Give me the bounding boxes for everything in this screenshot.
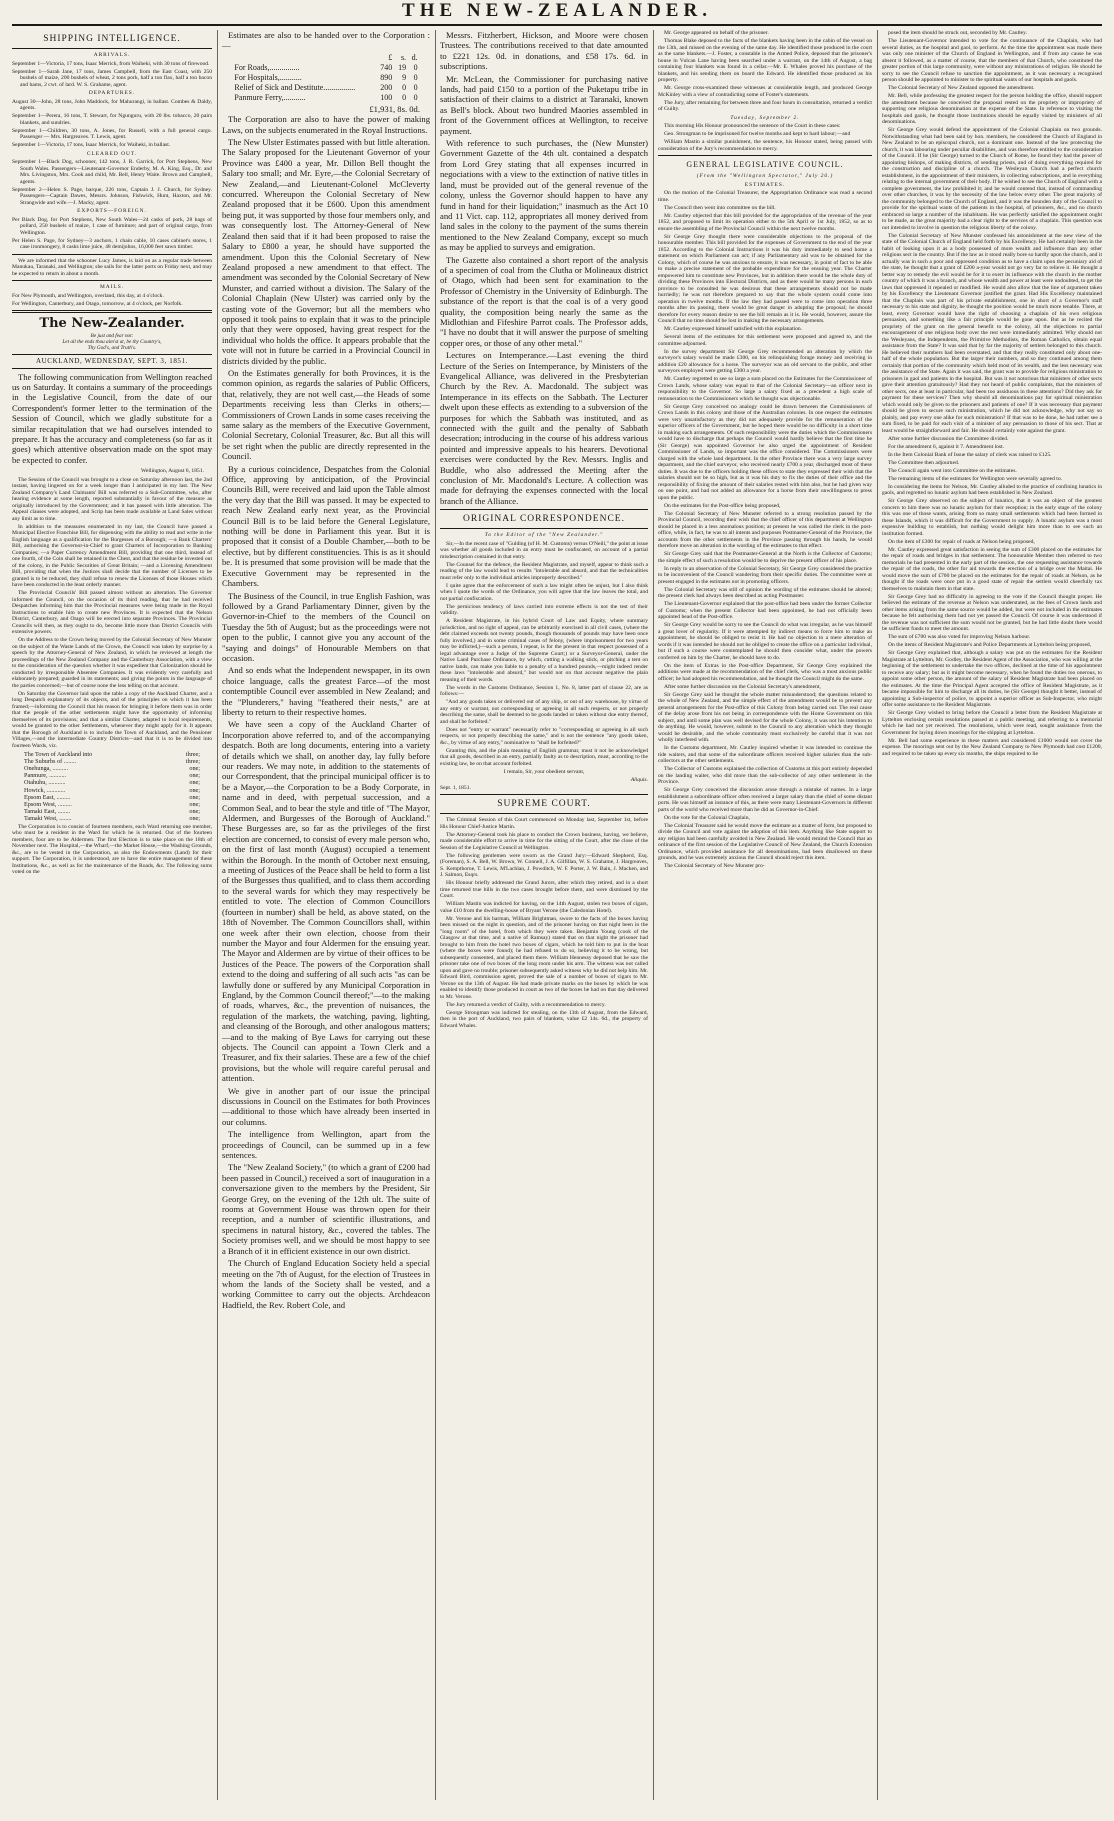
paragraph: We have seen a copy of the Auckland Charter of Incorporation above referred to, and of the accompanying despatch. Both are long documents, entering into a variety of details which we shall, on another day, lay fully before our readers. We may note, in addition to the statements of our Correspondent, that the principal municipal officer is to be a Mayor,—the Corporation to be a Body Corporate, in name and in deed, with perpetual succession, and a Common Seal, and to bear the style and title of "The Mayor, Aldermen, and Burgesses of the Borough of Auckland." These Burgesses are, so far as the privileges of the first election are concerned, to consist of every male person who, on the first of last month (August) occupied a tenement within the Borough. In the month of October next ensuing, a meeting of Justices of the Peace shall be held to form a list of the Burgesses thus qualified, and to class them according to the several wards for which they may respectively be entitled to vote. The election of Common Councillors (fourteen in number) shall be held, as above stated, on the 18th of November. The Common Councillors shall, within one week after their own election, choose from their number the Mayor and four Aldermen for the ensuing year. The Mayor and Aldermen are by virtue of their offices to be Justices of the Peace. The powers of the Corporation shall extend to the doing and suffering of all such acts "as can be lawfully done or suffered by any Municipal Corporation in England, by the Common Council thereof;"—to the making of roads, wharves, &c., the prevention of nuisances, the regulation of the markets, the watching, paving, lighting, and cleansing of the Borough, and other analogous matters;—and to the making of Bye Laws for carrying out these objects. The Council can appoint a Town Clerk and a Treasurer, and fix their salaries. These are a few of the chief provisions, but the whole will require careful perusal and attention. — [222, 719, 430, 1084]
estimate-pence: 0 — [413, 72, 418, 82]
council-paragraph: The Colonial Treasurer said he would move the estimate as a matter of form, but proposed to divide the Council and vote against the adoption of this item. Anything like State support to any religion had been carefully avoided in New Zealand. He would remind the Council that an ordinance of the first session of the Legislative Council of New Zealand, the Church Extension Ordinance, which provided assistance for all denominations, had been disallowed on these grounds, and he was extremely anxious the Council should reject this item. — [658, 822, 872, 861]
letter-paragraph: On the Address to the Crown being moved by the Colonial Secretary of New Munster on the subject of the Waste Lands of the Crown, the Council was taken by surprise by a speech by the Attorney-General of New Zealand, in which he reviewed at length the proceedings of the New Zealand Company and the Canterbury Association, with a view to the consideration of the question whether it was expedient that Colonization should be conducted by irresponsible Absentee Companies. It was evidently very carefully and elaborately prepared; guarded in its statements; and giving the points in the language of the parties concerned;—but of course none the less telling on that account. — [12, 637, 212, 689]
ward-row — [22, 758, 202, 765]
correspondence-paragraph: Granting this, and the plain meaning of English grammar, must it not be acknowledged that all goods, described in an entry, partially faulty as to description, must, according to the existing law, be on that account forfeited. — [440, 747, 648, 767]
council-paragraph: Mr. Bell had some experience in these matters and considered £1000 would not cover the expense. The moorings sent out by the New Zealand Company to New Plymouth had cost £1200, and required to be taken up every six months, the ships required to lie — [882, 737, 1102, 757]
paragraph: And so ends what the Independent newspaper, in its own choice language, calls the greatest Farce—of the most contemptible Council ever assembled in New Zealand; and the "Plunderers," having "feathered their nests," are at liberty to return to their respective homes. — [222, 665, 430, 717]
column-4 — [658, 30, 872, 1800]
motto-line: Be just and fear not: — [90, 333, 134, 339]
letter-paragraph: The Provincial Councils' Bill passed almost without an alteration. The Governor informed the Council, on the occasion of its third reading, that he had received Despatches informing him that the Provincial measures were being made in the Royal Instructions to enable him to create new Provinces. It is expected that the Nelson District, Canterbury, and Otago will be erected into separate Provinces. The Provincial Councils will then, as they ought to do, become little more than District Councils with extensive powers. — [12, 590, 212, 636]
court-paragraph: Mr. George cross-examined these witnesses at considerable length, and produced George McKinley with a view of contradicting some of Foster's statements. — [658, 85, 872, 98]
court-paragraph: The following gentlemen were sworn as the Grand Jury:—Edward Shepherd, Esq. (Foreman), S. A. Bell, W. Brown, W. Connell, J. A. Gilfillan, W. S. Grahame, J. Hargreaves, S. Kempthorne, T. Lewis, M'Lachlan, J. Powditch, W. F. Porter, J. W. Bain, J. Macken, and J. Salmon, Esqrs. — [440, 852, 648, 879]
letter-closing: I remain, Sir, your obedient servant, — [503, 768, 585, 775]
court-paragraph: Mr. George appeared on behalf of the prisoner. — [664, 30, 769, 36]
correspondence-paragraph: The pernicious tendency of laws carried into extreme effects is not the test of their validity. — [440, 603, 648, 617]
estimate-pence: 0 — [413, 92, 418, 102]
estimate-row — [232, 63, 419, 73]
council-paragraph: Mr. Cautley expressed great satisfaction in seeing the sum of £300 placed on the estimates for the repair of roads and bridges in that settlement. The honourable Member then referred to two memorials he had presented in the early part of the session, the one requesting assistance towards the repair of the roads, the other for aid towards the erection of a bridge over the Maitai. He would move the sum of £700 be placed on the estimates for the repair of roads at Nelson, as he thought if the roads were once put in a good state of repair the settlers would cheerfully tax themselves to maintain them in that state. — [882, 546, 1102, 592]
court-paragraph: The Criminal Session of this Court commenced on Monday last, September 1st, before His Honour Chief-Justice Martin. — [440, 817, 648, 830]
estimate-item: For Roads,............... — [234, 62, 300, 72]
estimate-pence: 0 — [413, 62, 418, 72]
to-editor-line: To the Editor of the "New Zealander." — [484, 532, 604, 539]
estimate-pence: 0 — [413, 82, 418, 92]
council-paragraph: Sir George Grey had no difficulty in agreeing to the vote if the Council thought proper. He believed the estimate of the revenue at Nelson was understated, as the fees of Crown lands and other items arising from the same source would be added, but were not included in the estimates because he felt authorising them had not yet passed the Council. Of course it was understood if the revenue was not sufficient the sum would not be granted, but he had little doubt there would be sufficient funds to meet the amount. — [882, 593, 1102, 632]
paragraph: By a curious coincidence, Despatches from the Colonial Office, approving by anticipation, of the Provincial Councils Bill, were received and laid upon the Table almost the very day that the Bill was passed. It may be expected to reach New Zealand early next year, as the Provincial Council Bill is to be laid before the General Legislature, nothing will be done in Parliament this year. But it is proposed that it consist of a Double Chamber,—both to be elective, but by different constituencies. This is as it should be. It is presumed that some provision will be made that the Executive Government may be represented in the Chambers. — [222, 463, 430, 589]
ward-row — [22, 808, 202, 815]
exports-label: EXPORTS—FOREIGN. — [77, 208, 147, 214]
council-paragraph: The Lieutenant-Governor intended to vote for the continuance of the Chaplain, who had several duties, as the hospital and gaol, to perform. At the time the appointment was made there was only one minister of the Church of England in Wellington, and if from any cause he was absent it followed, as a matter of course, that the members of that Church, who constituted the greater portion of this large community, were without any ministrations of religion. He should be sorry to see the Council refuse to sanction the appointment, as it was necessary a recognised person should be appointed to minister to the spiritual wants of our hospitals and gaols. — [882, 38, 1102, 83]
cleared-entry: September 2—Helen S. Page, barque, 226 tons, Captain J. J. Church, for Sydney. Passengers—Captain Dawes, Messrs. Johnson, Fishwick, Hunt, Haxton, and Mr. Strangwide and wife.—J. Macky, agent. — [12, 186, 212, 206]
pence-header: d. — [411, 52, 418, 62]
council-paragraph: In the survey department Sir George Grey recommended an alteration by which the surveyor's salary would be made £300, on his relinquishing forage money and receiving in addition £20 allowance for a horse. The surveyor was an old servant to the public, and other surveyors employed were getting £300 a year. — [658, 348, 872, 374]
estimate-item: For Hospitals,........... — [234, 72, 302, 82]
column-1 — [12, 30, 212, 1800]
council-paragraph: The Colonial Secretary was still of opinion the wording of the estimates should be altered; the present clerk had always been described as acting Postmaster. — [658, 586, 872, 599]
letter-signature: Aliquis. — [630, 776, 648, 783]
council-paragraph: The sum of £700 was also voted for improving Nelson harbour. — [888, 634, 1031, 640]
shillings-header: s. — [400, 52, 407, 62]
estimate-shillings: 19 — [398, 62, 407, 72]
motto-line: Thy God's, and Truth's. — [87, 345, 137, 351]
council-paragraph: Sir George Grey wished to bring before the Council a letter from the Resident Magistrate at Lyttelton enclosing certain resolutions passed at a public meeting, and referring to a memorial which he had not yet received. The resolutions, which were read, sought assistance from the Government for laying down moorings for the shipping at Lyttelton. — [882, 710, 1102, 736]
ward-name: The Suburbs of ........ — [24, 757, 77, 765]
council-paragraph: Sir George Grey thought there were considerable objections to the proposal of the honourable member. This bill provided for the expenses of Government to the end of the year 1852. According to the Colonial Instructions it was his duty immediately to send home a statement on which Parliament can act; if any Parliamentary aid was to be obtained for the Colony, which of course he was anxious to ensure, it was necessary, in point of fact to be able to make a precise statement of the probable expenditure for the ensuing year. The Charter empowered him to constitute new Provinces, but in addition there would be the whole duty of dividing these Provinces into Electoral Districts, and as there would be many persons in each province to be consulted he was desirous that these arrangements should not be made hurriedly; he was not therefore prepared to say that the whole system could come into operation in twelve months. If the law they had passed were to come into operation three months after its passing, there would be great danger in adopting the proposal; he should therefore for every reason desire to see the bill remain as it is. He would, however, assure the Council that no time should be lost in making the necessary arrangements. — [658, 233, 872, 324]
column-2 — [222, 30, 430, 1800]
letter-paragraph: In addition to the measures enumerated in my last, the Council have passed a Municipal Elective Franchise Bill, for dispensing with the ability to read and write in the English language as a qualification for the Burgesses of a Borough; —a Bank Charters' Bill, authorising the Governor-in-Chief to grant Charters of Incorporation to Banking Companies; —a Paper Currency Amendment Bill, providing that one third, instead of one fourth, of the Coin shall be retained in the Chest, and that the residue be invested out of the colony, in the Public Securities of Great Britain; —and a Licensing Amendment Bill, providing that when the Justices shall decide that the number of Licenses to be granted is to be reduced, they shall refuse to renew the Licenses of those Houses which have been conducted in the least orderly manner. — [12, 523, 212, 589]
departure-entry: September 1—Children, 30 tons, A. Jones, for Russell, with a full general cargo. Passenger — Mrs. Hargreaves. T. Lewis, agent. — [12, 127, 212, 140]
council-paragraph: Mr. Cautley regretted to see so large a sum placed on the Estimates for the Commissioner of Crown Lands, whose salary was equal to that of the Colonial Secretary—an officer next in responsibility to the Governor. So large a salary fixed as a precedent a high scale of remuneration to the Commissioners which he thought was objectionable. — [658, 376, 872, 402]
ward-name: Tamaki East, ........ — [24, 808, 71, 816]
leader-text — [12, 372, 212, 466]
council-paragraph: The Colonial Secretary of New Munster referred to a strong resolution passed by the Provincial Council, recording their wish that the chief officer of this department at Wellington should be placed in a less anomalous position; at present he was called the clerk in the post-office, while, in fact, he was to all intents and purposes Postmaster-General of the Province, the accounts from the other settlements in the Province passing through his hands, he would therefore move an alteration in the wording of the estimates to that effect. — [658, 510, 872, 549]
supreme-court-heading: SUPREME COURT. — [497, 799, 591, 810]
mail-entry: For Wellington, Canterbury, and Otago, tomorrow, at 4 o'clock, per Norfolk. — [12, 300, 183, 307]
mails-list — [12, 293, 212, 308]
arrival-entry: September 1—Victoria, 17 tons, Isaac Merrick, from Waiheki, with 30 tons of firewood. — [12, 60, 210, 67]
council-paragraph: Sir George Grey would defend the appointment of the Colonial Chaplain on two grounds. Notwithstanding what had been said by hon. members, he considered the Church of England in New Zealand to be an episcopal church, not a dominant one. Instead of the law protecting the church, it was labouring under peculiar disabilities, and was therefore entitled to the consideration of the Council. If he (Sir George) turned to the Church of Rome, he found they had the power of appointing bishops, of making districts, of sending priests, and of doing everything required for the construction and discipline of a church. The Wesleyan Church had a perfect church establishment, in the appointment of their ministers, in collecting subscriptions, and in everything relating to the internal government of their body. If he wished to see the Church of England with a complete government, the law prohibited it; and he would contend that, instead of commanding over other churches, it was by the necessity of the law below every other. The great majority of the community belonged to the Church of England, and it was the bounden duty of the Council to provide for the spiritual wants of the patients in the hospital, of prisoners, &c., and no church embraced so large a number of the inhabitants. He was perfectly satisfied the appointment ought to be made, as the great majority had a clear right to the services of a chaplain. This question was not intended to involve in question the religious liberty of the colony. — [882, 127, 1102, 231]
estimate-row — [232, 93, 419, 103]
council-paragraph: On the item of Extras in the Post-office Department, Sir George Grey explained the additions were made at the recommendation of the chief clerk, who was a most anxious public officer; he had adopted his recommendation, and he thought the Council might do the same. — [658, 662, 872, 682]
ward-count: three; — [185, 757, 200, 765]
council-paragraph: Several items of the estimates for this settlement were proposed and agreed to, and the committee adjourned. — [658, 334, 872, 347]
ward-name: Panmure, ........... — [24, 772, 67, 780]
correspondence-text — [440, 541, 648, 768]
masthead — [0, 0, 1114, 22]
paragraph: The "New Zealand Society," (to which a grant of £200 had been passed in Council,) received a sort of inauguration in a conversazione given to the members by the President, Sir George Grey, on the evening of the 12th ult. The suite of rooms at Government House was thrown open for their reception, and a number of scientific illustrations, and specimens in natural history, &c., covered the tables. The Society promises well, and we should be most happy to see a Branch of it in efficient existence in our own district. — [222, 1162, 430, 1256]
ward-name: Epsom West, ......... — [24, 801, 72, 809]
ward-row — [22, 794, 202, 801]
council-paragraph: The remaining items of the estimates for Wellington were severally agreed to. — [888, 475, 1063, 482]
cleared-entry: September 1—Black Dog, schooner, 142 tons, J. R. Garrick, for Port Stephens, New South Wales. Passengers—Lieutenant-Governor Enderby, M. A. King, Esq., Dr. and Mrs. Livingston, Mrs. Cook and child, Mr. Bell, Henry Waite. Brown and Campbell, agents. — [12, 159, 212, 185]
council-paragraph: Sir George Grey explained that, although a salary was put on the estimates for the Resident Magistrate at Lyttelton, Mr. Godley, the Resident Agent of the Association, who was willing at the beginning of the settlement to undertake the two offices, declined at the time of his appointment to receive any salary; but as it might become necessary, when he found the duties too onerous, to appoint some other person, the amount of the salary of Resident Magistrate had been placed on the estimates. At the time the Principal Agent accepted the office of Resident Magistrate, as it became impossible for him to discharge all its duties, he (Sir George) thought it better, instead of appointing a Sub-inspector of police, to appoint a superior officer as Sub-Inspector, who might offer some assistance to the Resident Magistrate. — [882, 650, 1102, 708]
ward-name: Onehunga, .......... — [24, 765, 68, 773]
council-paragraph: After some further discussion the Committee divided. — [888, 435, 1009, 442]
motto-line: Let all the ends thou aim'st at, be thy Country's, — [62, 339, 162, 345]
court-paragraph: The Jury, after remaining for between three and four hours in consultation, returned a verdict of Guilty. — [658, 99, 872, 112]
correspondence-paragraph: "And any goods taken or delivered out of any ship, or out of any warehouse, by virtue of any entry or warrant, not corresponding or agreeing in all such respects, or not properly describing the same, shall be deemed to be goods landed or taken without due entry thereof, and shall be forfeited." — [440, 699, 648, 725]
correspondence-paragraph: I quite agree that the enforcement of such a law might often be unjust, but I also think when I quote the words of the Ordinance, you will agree that the law leaves the total, and not partial confiscation. — [440, 582, 648, 602]
paragraph: With reference to such purchases, the (New Munster) Government Gazette of the 4th ult. contained a despatch from Lord Grey stating that all expenses incurred in negociations with a view to the extinction of native titles in land, must be provided out of the general revenue of the colony, unless the Governor should happen to have any fund in hand for their liquidation;" inasmuch as the Act 10 and 11 Vict. cap. 112, appropriates all money derived from land sales in the colony to the payment of the sums therein mentioned to the New Zealand Company, except so much as may be applied to surveys and emigration. — [440, 138, 648, 253]
column-3 — [440, 30, 648, 1800]
council-paragraph: In considering the items for Nelson, Mr. Cautley alluded to the practice of confining lunatics in gaols, and regretted no lunatic asylum had been established in New Zealand. — [882, 483, 1102, 496]
estimate-row — [232, 83, 419, 93]
council-paragraph: Sir George Grey said he thought the whole matter misunderstood; the questions related to the whole of New Zealand, and the simple effect of the amendment would be to prevent any general arrangements for the Post-office of this Colony from being carried out. The real cause of the delay arose from his not being in correspondence with the Home Government on this subject, and until some plan was well devised for the whole Colony, it was not his intention to do anything. He would, however, submit to the Council to any alteration which they thought would be desirable, and the whole community must exclusively be careful that it was not wholly interfered with. — [658, 691, 872, 743]
wards-table — [22, 751, 202, 823]
council-paragraph: Sir George Grey conceived the discussion arose through a mistake of names. In a large establishment a subordinate officer often received a larger salary than the chief of some distant ports. He was himself an instance of this, as there were many Lieutenant-Governors in different parts of the world who received more than he did as Governor-in-Chief. — [658, 787, 872, 813]
council-paragraph: The Colonial Secretary of New Zealand opposed the amendment. — [888, 85, 1035, 91]
exports-list — [12, 217, 212, 251]
council-paragraph: Mr. Cautley objected that this bill provided for the appropriation of the revenue of the year 1852, and proposed to limit its operation either to the 5th April or 1st July, 1852, so as to ensure the assembling of the Provincial Council within the next twelve months. — [658, 212, 872, 232]
council-paragraph: The Lieutenant-Governor explained that the post-office had been under the former Collector of Customs; when the present Collector had been appointed, he had not officially been appointed head of the Post-office. — [658, 601, 872, 620]
court-continued-text — [658, 30, 872, 113]
letter-date-sept: Sept. 1, 1851. — [440, 784, 471, 791]
ward-count: one; — [189, 779, 200, 787]
estimate-item: Relief of Sick and Destitute................ — [234, 82, 356, 92]
paper-title-blackletter: The New-Zealander. — [39, 316, 185, 331]
correspondence-paragraph: The Counsel for the defence, the Resident Magistrate, and myself, appear to think such a reading of the law would lead to results "intolerable and absurd, and that the technicalities must refer only to the individual articles improperly described." — [440, 561, 648, 581]
legislative-council-text — [658, 190, 872, 870]
court-paragraph: Mr. Verone and his barman, William Brightman, swore to the facts of the boxes having been missed on the night in question, and of the prisoner having on that night been in the "long room" of the hotel, from which they were taken. Benjamin Young (cook of the Glasgow at that time, and a native of Ramsay) stated that on that night the prisoner had brought to him from the hotel two boxes of cigars, which he told him to put in the boat (where the boxes were found); he had refused to do so, believing it to be wrong, but subsequently consented, and placed them there. William Hennessy deposed that he saw the prisoner take one of two boxes of the long room under his arm. The witness was not called upon and gave no trouble; prisoner subsequently asked witness why he did not help him. Mr. Edward Bird, commission agent, proved the sale of a number of boxes of cigars to Mr. Verone on the 13th of August. He had made private marks on the boxes by which he was enabled to identify those produced in court as two of the boxes he had on that day delivered to Mr. Verone. — [440, 915, 648, 1000]
council-paragraph: The Collector of Customs explained the collection of Customs at this port entirely depended on the landing waiter, who did more than the sub-collector of any other settlement in the Province. — [658, 766, 872, 785]
court-paragraph: George Strongman was indicted for stealing, on the 13th of August, from the Edward, then in the port of Auckland, two pairs of blankets, value £2 14s. 6d., the property of Edward Whales. — [440, 1009, 648, 1029]
council-paragraph: Mr. Bell, while professing the greatest respect for the person holding the office, should support the amendment because he conceived the proposal rested on the propriety or impropriety of supporting one religious denomination at the expense of the State. In reference to visiting the hospitals and gaols, he thought those institutions should be equally visited by ministers of all denominations. — [882, 93, 1102, 125]
paragraph: Messrs. Fitzherbert, Hickson, and Moore were chosen Trustees. The contributions received to that date amounted to £221 12s. 0d. in donations, and £58 17s. 6d. in subscriptions. — [440, 30, 648, 72]
ward-name: The Town of Auckland into — [24, 750, 93, 758]
tuesday-label: Tuesday, September 2. — [730, 114, 800, 121]
export-entry: Per Helen S. Page, for Sydney—3 anchors, 1 chain cable, 10 cases cabinet's stores, 1 case ironmongery, 8 casks lime juice, 48 demijohns, 16,000 feet sawn timber. — [12, 237, 212, 250]
corporation-estimates-table — [232, 53, 419, 103]
column-5-text — [882, 30, 1102, 757]
correspondence-heading: ORIGINAL CORRESPONDENCE. — [463, 514, 625, 525]
letter-paragraph: On Saturday the Governor laid upon the table a copy of the Auckland Charter, and a long Despatch explanatory of its objects, and of the principles on which it has been framed;—informing the Council that his reason for bringing it before them was in order that the people of the other settlements might have the opportunity of informing themselves of its provisions; and that a similar Charter, adapted to local requirements, would be granted to the other Settlements, whenever they might apply for it. It appears that the Borough of Auckland is to include the Town of Auckland, and the Pensioner Villages,—and the intermediate Country Districts—and that it is to be divided into fourteen Wards, viz. — [12, 690, 212, 749]
council-paragraph: The Colonial Secretary of New Munster pro- — [664, 863, 765, 869]
council-paragraph: On the items of Resident Magistrate's and Police Departments at Lyttelton being proposed, — [888, 642, 1092, 648]
ward-count: one; — [189, 808, 200, 816]
paragraph: We give in another part of our issue the principal discussions in Council on the Estimates for both Provinces—additional to those which have already been inserted in our columns. — [222, 1085, 430, 1127]
court-paragraph: The Attorney-General took his place to conduct the Crown business, having, we believe, made considerable effort to arrive in time for the sitting of the Court, after the close of the Session of the Legislative Council at Wellington. — [440, 831, 648, 851]
sentence-paragraph: This morning His Honour pronounced the sentence of the Court in these cases: — [664, 123, 841, 129]
council-paragraph: The Colonial Secretary of New Munster confessed his astonishment at the new view of the state of the Colonial Church of England held forth by his Excellency. He had certainly been in the habit of looking upon it as a body possessed of more wealth and influence than any other religious sect in the country. But if the law as it stood really bore so hardly upon the church, and it actually was in such a poor and oppressed condition as to have a claim upon the pecuniary aid of the state, he thought that a grant of £200 a-year would not go very far to relieve it. He thought a better way to remedy the evil would be for it to exert its influence with the church in the mother country of which it was a branch, and whose wealth and power at least were undoubted, to get the laws that oppressed it repealed or modified. He would also allow that the line of argument taken by his Excellency the Lieutenant Governor justified the grant. Had His Excellency maintained that the Chaplain was part of his private establishment, one in short of a Governor's staff necessary to his state and dignity, he thought the position would be much more tenable. There, at least, every Governor would have the right of choosing a chaplain of his own religious persuasion, and something like a fair principle would be gone upon. But as he recited the propriety of the grant on the general benefit to the colony, all the objections to partial encouragement of one religious body over the rest were immediately admitted. Why should not the Wesleyans, the Independents, the Primitive Methodists, the Roman Catholics, obtain equal assistance from the State? It was said that by far the majority of settlers belonged to this church. He believed their numbers had been overstated, and that they really constituted only about one-half of the whole population. But the larger their numbers, and so they continued among them certainly that portion of the community which held most of its wealth, and the less necessary was the assistance of the State. Again it was said, the grant was to provide for religious ministration to prisoners in gaol and patients in the hospital. But was it not notorious that ministers of other sects gave their attention gratuitously? Had they not heard of public complaints, that the ministers of other sects, one at least in particular, had been too assiduous in these attentions? Did they ask for payment for these services? Then why should all denominations pay for spiritual ministration which would only be given to the prisoners and patients of one? If it was necessary that payment should be given to secure such ministration, which he did not acknowledge, why not say so plainly, and pay every one alike for such ministration? If that was to be done, he had rather see a sum fixed, to be paid for each visit of a minister of any persuasion to those of his sect. That at least would be straightforward and fair. He should certainly vote against the grant. — [882, 232, 1102, 434]
export-entry: Per Black Dog, for Port Stephens, New South Wales—24 casks of pork, 28 bags of pollard, 250 bushels of maize, 1 case of furniture; and part of original cargo, from Wellington. — [12, 216, 212, 236]
correspondence-paragraph: Sir,—In the recent case of "Gulding (of H. M. Customs) versus O'Neill," the point at issue was whether all goods included in an entry must be confiscated, on account of a partial misdescription contained in that entry. — [440, 540, 648, 560]
estimates-intro: Estimates are also to be handed over to the Corporation :— — [222, 30, 430, 51]
departure-entry: August 30—John, 28 tons, John Maddock, for Mahurangi, in ballast. Combes & Daldy, agents. — [12, 98, 212, 111]
ward-row — [22, 815, 202, 822]
ward-count: one; — [189, 786, 200, 794]
council-paragraph: posed the item should be struck out, seconded by Mr. Cautley. — [888, 30, 1027, 36]
council-paragraph: On the vote for the Colonial Chaplain, — [664, 814, 750, 821]
council-paragraph: In reply to an observation of the Colonial Secretary, Sir George Grey considered the practice to be inconvenient of the Council wandering from their specific duties. The committee were at present engaged in the estimates not in promoting officers. — [658, 565, 872, 585]
court-paragraph: William Mastin was indicted for having, on the 14th August, stolen two boxes of cigars, value £10 from the dwelling-house of Bryant Verone (the Caledonian Hotel). — [440, 901, 648, 914]
column-3-text — [440, 30, 648, 506]
correspondence-paragraph: A Resident Magistrate, in his hybrid Court of Law and Equity, where summary jurisdiction, and no right of appeal, can be arbitrarily exercised in all civil cases, (where the debt claimed exceeds not twenty pounds, though thousands of pounds may have been once fully involved,) and in some criminal cases of felony, (where imprisonment for two years may be inflicted,)—such a person, I repeat, is for the present in that respect possessed of a legal advantage over a Judge of the Supreme Court;) or a Surveyor-General, under the Native Land Purchase Ordinance, by which, cutting a walking stick, or pitching a tent on native lands, can make you liable to a penalty of a hundred pounds,—might indeed render these laws "intolerable and absurd," but would not on that account negative the plain meaning of their words. — [440, 618, 648, 683]
motto — [12, 333, 212, 351]
council-paragraph: Sir George Grey said that the Postmaster-General at the North is the Collector of Customs; the simple effect of such a resolution would be to deprive the present officer of his place. — [658, 551, 872, 564]
departures-label: DEPARTURES. — [88, 90, 136, 96]
after-wards-text: The Corporation is to consist of fourteen members, each Ward returning one member, who must be a resident in the Ward for which he is returned. Out of the fourteen members, four are to be Aldermen. The first Election is to take place on the 18th of November next. The Hospital,—the Wharf,—the Market House,—the Washing Grounds, &c., are to be vested in the Corporation, as also the Endowments (Land) for their support. The Corporation, it is understood, are to have the entire management of these Institutions, &c., as well as for the maintenance of the Roads, &c. The following sums voted on the — [12, 823, 212, 876]
ward-name: Otahuhu, ........... — [24, 779, 66, 787]
ward-count: one; — [189, 772, 200, 780]
paragraph: The Gazette also contained a short report of the analysis of a specimen of coal from the Clutha or Molineaux district of Otago, which had been sent for examination to the Professor of Chemistry in the University of Edinburgh. The substance of the report is that the coal is of a very good quality, the composition being nearly the same as the Midlothian and Fifeshire Parrot coals. The Professor adds, "I have no doubt that it will answer the purpose of smelting copper ores, or those of any other metal." — [440, 254, 648, 348]
council-paragraph: Sir George Grey conceived no analogy could be drawn between the Commissioners of Crown Lands in this colony and those of the Australian colonies. In one respect the estimates were very unsatisfactory as they did not adequately provide for the remuneration of the superior officers of the Government, but he hoped there would be no difficulty in a short time in making such arrangements. Of such responsibility were the duties which the Commissioners would have to discharge that perhaps the Council would hardly believe that the first time he (Sir George) was appointed Governor he also urged the appointment of Resident Commissioner of Lands, so important was the office considered. The Commissioners were charged with the whole land department. In the other Province there was a very large survey department, and the chief surveyor, who received nearly £700 a year, discharged most of these duties. It was due to the officers holding these offices to state they expressed their wish that the salaries should not be so high, but as it was his duty to fix the duties of their office and the responsibility of fixing the amount of their salaries rested with him also, but he had given way on one point, and had not added an allowance for a horse from their unwillingness to press upon the public. — [658, 403, 872, 501]
masthead-title: THE NEW-ZEALANDER. — [402, 0, 712, 21]
court-paragraph: Thomas Blake deposed to the facts of the blankets having been in the cabin of the vessel on the 13th, and missed on the evening of the same day. He identified those produced in the court as the same blankets.—J. Foster, a constable in the Armed Police, deposed that the prisoner's house in Vulcan Lane having been searched under a warrant, on the 14th of August, a bag containing four blankets was found in a cellar.—Mr. E. Whales proved his purchase of the blankets, and his sending them on board the Edward. He identified those produced as his property. — [658, 38, 872, 83]
sentence-paragraph: William Mastin a similar punishment, the sentence, his Honour stated, being passed with consideration of the Jury's recommendation to mercy. — [658, 139, 872, 152]
council-paragraph: After some further discussion on the Colonial Secretary's amendment, — [664, 683, 821, 690]
estimate-pounds: 200 — [380, 82, 393, 92]
letter-paragraph: The Session of the Council was brought to a close on Saturday afternoon last, the 2nd instant, having lingered on for a week longer than I anticipated in my last. The New Zealand Company's Land Claimants' Bill was referred to a Sub-Committee, who, after hearing evidence at some length, reported substantially in favour of the measure as originally introduced by the Government; and it has passed with little alteration. The Appeal clauses were adopted, and Scrip has been made available at Land Sales without any limit as to time. — [12, 476, 212, 522]
estimates-total: £1,931, 8s. 0d. — [369, 103, 420, 114]
legislative-source: (From the "Wellington Spectator," July 26.) — [696, 173, 834, 179]
dateline: AUCKLAND, WEDNESDAY, SEPT. 3, 1851. — [35, 357, 188, 365]
paragraph: The New Ulster Estimates passed with but little alteration. The Salary proposed for the Lieutenant Governor of your Province was £400 a year, Mr. Dillon Bell thought the Salary too small; and Mr. Eyre,—the Colonial Secretary of New Zealand,—and Lieutenant-Colonel McCleverty concurred. Whereupon the Colonial Secretary of New Zealand proposed that it be £600. Upon this amendment being put, it was supported by those four members only, and was consequently lost. The Attorney-General of New Zealand then said that if it had been proposed to raise the Salary to £800 a year, he should have supported the amendment. Upon this the Colonial Secretary of New Zealand proposed a new amendment to that effect. The amendment was seconded by the Colonial Secretary of New Munster, and carried without a division. The Salary of the Colonial Chaplain (New Ulster) was carried only by the casting vote of the Governor; but all the members who opposed it took pains to explain that it was to the principle only that they were opposed, having great respect for the individual who holds the office. It appears probable that the vote will not in future be carried in a Provincial Council in districts divided by the public. — [222, 137, 430, 366]
letter-date: Wellington, August 6, 1851. — [141, 468, 204, 475]
court-paragraph: His Honour briefly addressed the Grand Jurors, after which they retired, and in a short time returned true bills in the two cases brought before them, and were dismissed by the Court. — [440, 880, 648, 900]
estimate-pounds: 740 — [380, 62, 393, 72]
legislative-council-heading: GENERAL LEGISLATIVE COUNCIL. — [686, 160, 844, 169]
ward-count: one; — [189, 765, 200, 773]
ward-row — [22, 772, 202, 779]
ward-row — [22, 801, 202, 808]
council-paragraph: On the item of £300 for repair of roads at Nelson being proposed, — [888, 538, 1035, 545]
ward-count: one; — [189, 801, 200, 809]
ward-name: Tamaki West, ........ — [24, 815, 72, 823]
ward-name: Epsom East, ......... — [24, 793, 71, 801]
estimate-pounds: 890 — [380, 72, 393, 82]
ward-row — [22, 779, 202, 786]
correspondent-letter — [12, 477, 212, 750]
paragraph: Mr. McLean, the Commissioner for purchasing native lands, had paid £150 to a portion of the Puketapu tribe in satisfaction of their claims to a district at Taranaki, known as Bell's block. About two hundred Maories assembled in front of the Government offices at Wellington, to receive payment. — [440, 73, 648, 136]
arrival-entry: September 1—Sarah Jane, 17 tons, James Campbell, from the East Coast, with 250 bushels of maize, 200 bushels of wheat, 2 tons pork, half a ton flax, half a ton bacon and hams, 2 cwt. of lard. W. S. Grahame, agent. — [12, 68, 212, 88]
ward-count: one; — [189, 815, 200, 823]
estimate-row — [232, 73, 419, 83]
council-paragraph: Sir George Grey observed on the subject of lunatics, that it was an object of the greatest concern to him there was no lunatic asylum for their reception; in the early stage of the colony this was one of those wants, arising from so many small settlements which had been formed in these Islands, which it was difficult for the Government to supply. A lunatic asylum was a most expensive building to establish, but nothing would delight him more than to see such an institution formed. — [882, 498, 1102, 537]
mail-entry: For New Plymouth, and Wellington, overland, this day, at 4 o'clock. — [12, 292, 164, 299]
correspondence-paragraph: The words in the Customs Ordinance, Session 1, No. 8, latter part of clause 22, are as follows:— — [440, 684, 648, 698]
column-2-text — [222, 114, 430, 1310]
council-paragraph: Mr. Cautley expressed himself satisfied with this explanation. — [664, 326, 803, 332]
council-paragraph: The Committee then adjourned. — [888, 459, 960, 466]
supreme-court-text — [440, 817, 648, 1029]
estimate-shillings: 0 — [402, 92, 407, 102]
council-paragraph: For the amendment 6, against it 7. Amendment lost. — [888, 443, 1005, 450]
cleared-label: CLEARED OUT. — [86, 150, 138, 157]
ward-row — [22, 751, 202, 758]
estimate-item: Panmure Ferry,........... — [234, 92, 306, 102]
ward-name: Howick, ............ — [24, 786, 66, 794]
paragraph: The Business of the Council, in true English Fashion, was followed by a Grand Parliamentary Dinner, given by the Governor-in-Chief to the members of the Council on Tuesday the 5th of August; but as the proceedings were not open to the public, I cannot give you any account of the "saying and doings" of Honourable Members on that occasion. — [222, 590, 430, 663]
council-paragraph: In the Item Colonial Bank of Issue the salary of clerk was raised to £125. — [888, 451, 1052, 458]
council-paragraph: Sir George Grey would be sorry to see the Council do what was irregular, as he was himself a great lover of regularity. If it were attempted by indirect means to force him to make an appointment, he should be obliged to resist it. He had no objection to a mere alteration of words if it was intended he should not be obliged to create the office on a particular individual, but if such a course were contemplated he should then consider what, under the powers conferred on him by the Charter, he should have to do. — [658, 622, 872, 661]
departure-entry: September 1—Victoria, 17 tons, Isaac Merrick, for Waiheki, in ballast. — [12, 142, 171, 148]
council-paragraph: In the Customs department, Mr. Cautley inquired whether it was intended to continue the tide waiters, and that some of the subordinate officers received higher salaries than the sub-collectors at the other settlements. — [658, 745, 872, 764]
ward-row — [22, 765, 202, 772]
paragraph: Lectures on Intemperance.—Last evening the third Lecture of the Series on Intemperance, by Ministers of the Evangelical Alliance, was delivered in the Presbyterian Church by the Rev. A. Macdonald. The subject was Intemperance in its effects on the Sabbath. The Lecturer dwelt upon these effects as extending to a subversion of the purposes for which the Sabbath was instituted, and as connected with the guilt and the penalty of Sabbath desecration; introducing in the course of his address various pointed and impressive appeals to his hearers. Devotional exercises were conducted by the Rev. Messrs. Inglis and Buddle, who also addressed the Meeting after the conclusion of Mr. Macdonald's Lecture. A collection was made for defraying the expenses connected with the local branch of the Alliance. — [440, 350, 648, 506]
tuesday-text — [658, 123, 872, 152]
column-5 — [882, 30, 1102, 1800]
blank — [232, 53, 376, 63]
paragraph: On the Estimates generally for both Provinces, it is the common opinion, as regards the salaries of Public Officers, that, relatively, they are not well cast,—the Heads of some Departments receiving less than Clerks in others;—Commissioners of Crown Lands in some cases receiving the same salary as the members of the Executive Government, Colonial Secretary, Colonial Treasurer, &c. But all this will be set right when the public are directly represented in the Council. — [222, 367, 430, 462]
leader-paragraph: The following communication from Wellington reached us on Saturday. It contains a summary of the proceedings in the Legislative Council, from the date of our Correspondent's former letter to the termination of the Session of Council, which we gladly substitute for a similar recapitulation that we had ourselves intended to prepare. It has the accuracy and completeness (so far as it goes) which attentive observation made on the spot may be expected to confer. — [12, 371, 212, 465]
council-paragraph: On the estimates for the Post-office being proposed, — [664, 502, 781, 509]
shipping-heading: SHIPPING INTELLIGENCE. — [43, 34, 181, 44]
paragraph: The Corporation are also to have the power of making Laws, on the subjects enumerated in the Royal Instructions. — [222, 114, 430, 135]
sentence-paragraph: Geo. Strongman to be imprisoned for twelve months and kept to hard labour;—and — [664, 131, 851, 137]
estimate-shillings: 0 — [402, 82, 407, 92]
paragraph: The Church of England Education Society held a special meeting on the 7th of August, for the election of Trustees in whom the lands of the Society shall be vested, and a working Committee to carry out the objects. Archdeacon Hadfield, the Rev. Robert Cole, and — [222, 1258, 430, 1310]
ward-row — [22, 787, 202, 794]
cleared-list — [12, 159, 212, 206]
ward-count: one; — [189, 793, 200, 801]
estimate-pounds: 100 — [380, 92, 393, 102]
paragraph: The intelligence from Wellington, apart from the proceedings of Council, can be summed up in a few sentences. — [222, 1129, 430, 1161]
shipping-note: We are informed that the schooner Lucy James, is laid on as a regular trade between Manukau, Taranaki, and Wellington; she sails for the latter ports on Friday next, and may be expected to return in about a month. — [12, 257, 212, 277]
council-paragraph: The Council then went into committee on the bill. — [664, 204, 776, 211]
council-paragraph: On the motion of the Colonial Treasurer, the Appropriation Ordinance was read a second time. — [658, 190, 872, 203]
arrivals-list — [12, 61, 212, 89]
correspondence-paragraph: Does not "entry or warrant" necessarily refer to "corresponding or agreeing in all such respects, or not properly describing the same," and is not the sentence "any goods taken, &c., by virtue of any entry," nominative to "shall be forfeited?" — [440, 726, 648, 746]
estimate-shillings: 9 — [402, 72, 407, 82]
mails-label: MAILS. — [99, 284, 125, 290]
estimates-label: ESTIMATES. — [744, 181, 786, 188]
departures-list — [12, 99, 212, 149]
court-paragraph: The Jury returned a verdict of Guilty, with a recommendation to mercy. — [446, 1001, 606, 1008]
ward-count: three; — [185, 750, 200, 758]
council-paragraph: The Council again went into Committee on the estimates. — [888, 467, 1017, 474]
estimates-header-row — [232, 53, 419, 63]
arrivals-label: ARRIVALS. — [93, 52, 131, 58]
pounds-header: £ — [388, 52, 393, 62]
departure-entry: September 1—Perera, 16 tons, T. Stewart, for Ngunguru, with 20 lbs. tobacco, 20 pairs blankets, and sundries. — [12, 113, 212, 126]
